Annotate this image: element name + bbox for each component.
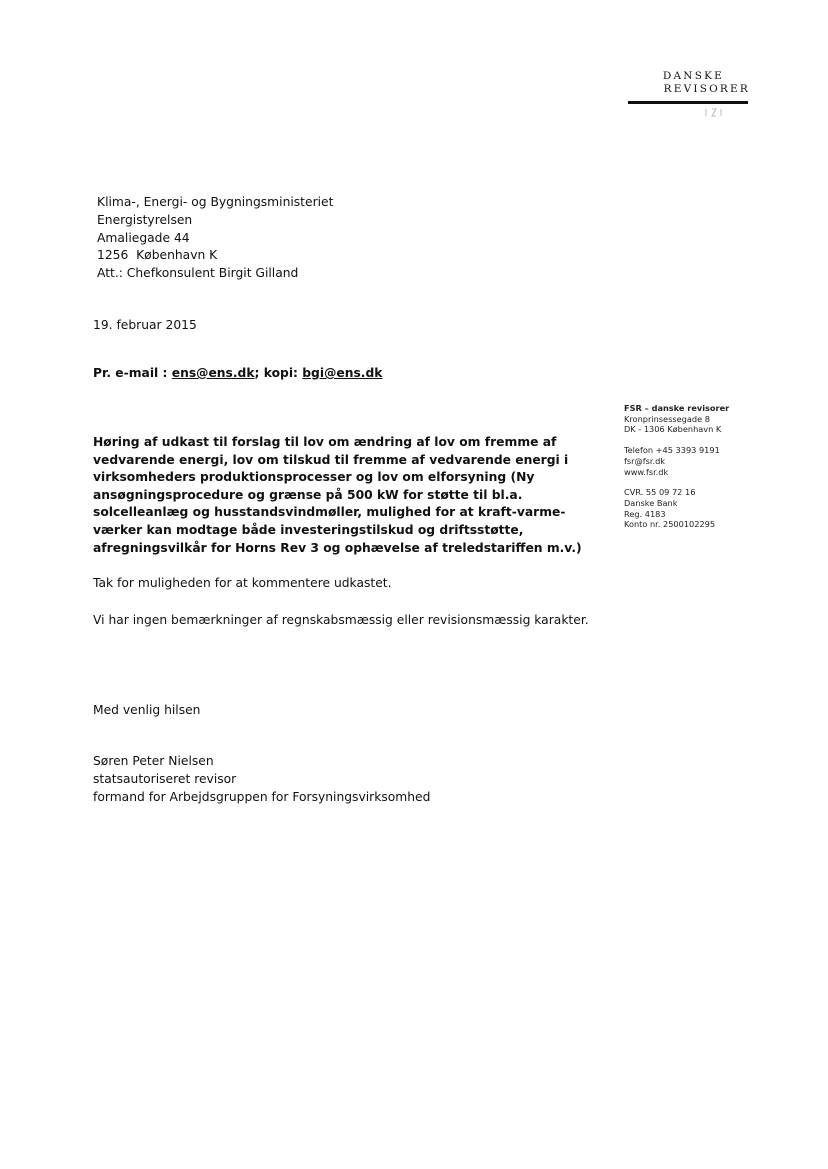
sender-address-line: DK - 1306 København K: [624, 424, 722, 435]
recipient-line: Amaliegade 44: [97, 230, 190, 245]
logo-text-line2: REVISORER: [663, 83, 750, 95]
email-link-primary[interactable]: ens@ens.dk: [171, 366, 255, 380]
signature-name: Søren Peter Nielsen: [93, 754, 214, 768]
logo-text-line1: DANSKE: [662, 70, 724, 82]
sender-reg: Reg. 4183: [624, 508, 666, 519]
subject-line: virksomheders produktionsprocesser og lov om elforsyning (Ny: [93, 470, 535, 485]
sender-info: [624, 403, 729, 540]
body-paragraph-1: Tak for muligheden for at kommentere udkastet.: [93, 576, 392, 590]
sender-bank-block: [624, 487, 729, 530]
signature-block: [93, 753, 430, 806]
sender-cvr: CVR. 55 09 72 16: [624, 487, 696, 498]
recipient-line: Energistyrelsen: [97, 212, 193, 227]
email-line: [93, 366, 382, 380]
logo-rule: [628, 101, 748, 104]
subject-line: vedvarende energi, lov om tilskud til fremme af vedvarende energi i: [93, 452, 569, 467]
recipient-line: Att.: Chefkonsulent Birgit Gilland: [97, 266, 299, 281]
recipient-line: 1256 København K: [97, 248, 218, 263]
email-mid: ; kopi:: [254, 366, 303, 380]
signature-title: statsautoriseret revisor: [93, 771, 237, 786]
sender-address-block: [624, 403, 729, 435]
sender-name: FSR – danske revisorer: [624, 403, 730, 413]
recipient-address: [97, 194, 333, 283]
sender-address-line: Kronprinsessegade 8: [624, 413, 710, 424]
recipient-line: Klima-, Energi- og Bygningsministeriet: [97, 195, 334, 209]
sender-email: fsr@fsr.dk: [624, 455, 666, 466]
body-paragraph-2: Vi har ingen bemærkninger af regnskabsmæssig eller revisionsmæssig karakter.: [93, 613, 589, 627]
subject-line: Høring af udkast til forslag til lov om ændring af lov om fremme af: [93, 435, 557, 449]
letter-date: 19. februar 2015: [93, 318, 197, 332]
sender-website: www.fsr.dk: [624, 466, 669, 477]
subject-line: værker kan modtage både investeringstilskud og driftsstøtte,: [93, 522, 524, 537]
subject-line: solcelleanlæg og husstandsvindmøller, mulighed for at kraft-varme-: [93, 505, 566, 520]
sender-bank-name: Danske Bank: [624, 497, 678, 508]
closing-greeting: Med venlig hilsen: [93, 703, 201, 717]
email-link-copy[interactable]: bgi@ens.dk: [302, 366, 383, 380]
sender-phone: Telefon +45 3393 9191: [624, 445, 720, 456]
subject-line: afregningsvilkår for Horns Rev 3 og ophævelse af treledstariffen m.v.): [93, 540, 582, 555]
sender-account: Konto nr. 2500102295: [624, 519, 716, 530]
email-prefix: Pr. e-mail :: [93, 366, 172, 380]
logo-mark-icon: [704, 107, 724, 117]
sender-contact-block: [624, 445, 729, 477]
company-logo: [626, 70, 750, 130]
signature-role: formand for Arbejdsgruppen for Forsyningsvirksomhed: [93, 789, 431, 804]
subject-line: ansøgningsprocedure og grænse på 500 kW for støtte til bl.a.: [93, 487, 523, 502]
letter-subject: [93, 434, 593, 557]
